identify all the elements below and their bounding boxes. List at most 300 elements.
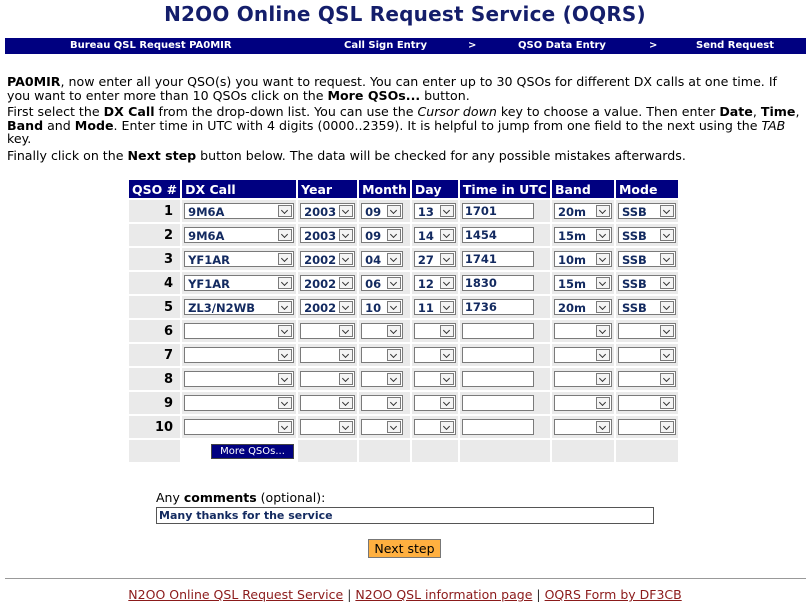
month-value: 10 [365,301,382,315]
band-select[interactable] [554,371,612,387]
dx-call-select[interactable] [184,395,294,411]
instructions-text: . Enter time in UTC with 4 digits (0000..2359). It is helpful to jump from one field to the next using the [113,117,762,133]
qso-number: 4 [129,272,180,294]
qso-cell [359,200,410,222]
qso-cell [298,416,357,438]
instructions-text: Band [7,117,44,133]
qso-cell [359,296,410,318]
dx-call-select[interactable] [184,275,294,291]
chevron-down-icon[interactable] [440,253,454,265]
more-row-cell [552,440,614,462]
instructions [7,75,804,165]
row-spacer [680,344,681,366]
day-select[interactable] [414,395,456,411]
instructions-text: PA0MIR [7,74,61,89]
mode-value: SSB [621,253,647,267]
qso-cell [460,320,550,342]
chevron-down-icon[interactable] [596,229,610,241]
year-select[interactable] [300,251,355,267]
year-select[interactable] [300,299,355,315]
chevron-down-icon[interactable] [339,397,353,409]
chevron-down-icon[interactable] [278,421,292,433]
year-select[interactable] [300,323,355,339]
qso-cell [412,200,458,222]
qso-cell [552,344,614,366]
qso-cell [460,392,550,414]
chevron-down-icon[interactable] [387,253,401,265]
year-select[interactable] [300,419,355,435]
mode-select[interactable] [618,275,676,291]
band-select[interactable] [554,275,612,291]
dx-call-value: YF1AR [188,253,231,267]
chevron-down-icon[interactable] [278,205,292,217]
month-select[interactable] [361,275,403,291]
month-select[interactable] [361,395,403,411]
qso-cell [412,320,458,342]
qso-cell [182,200,296,222]
chevron-down-icon[interactable] [440,205,454,217]
qso-cell [182,416,296,438]
qso-cell [412,344,458,366]
instructions-text: key to choose a value. Then enter [496,104,720,119]
qso-row [129,248,681,270]
band-select[interactable] [554,251,612,267]
chevron-down-icon[interactable] [660,301,674,313]
dx-call-select[interactable] [184,323,294,339]
qso-cell [298,344,357,366]
qso-row [129,272,681,294]
band-value: 20m [557,301,586,315]
day-select[interactable] [414,347,456,363]
qso-cell [298,200,357,222]
qso-cell [182,224,296,246]
day-select[interactable] [414,227,456,243]
day-select[interactable] [414,203,456,219]
row-spacer [680,392,681,414]
chevron-down-icon[interactable] [278,301,292,313]
chevron-down-icon[interactable] [440,229,454,241]
row-spacer [680,320,681,342]
column-header-qso-number: QSO # [129,180,180,198]
row-spacer [680,200,681,222]
chevron-down-icon[interactable] [596,277,610,289]
day-select[interactable] [414,251,456,267]
month-select[interactable] [361,419,403,435]
chevron-down-icon[interactable] [440,349,454,361]
year-value: 2003 [304,229,337,243]
chevron-down-icon[interactable] [387,229,401,241]
year-select[interactable] [300,347,355,363]
chevron-down-icon[interactable] [660,277,674,289]
day-value: 27 [417,253,434,267]
chevron-down-icon[interactable] [339,205,353,217]
nav-step-qso-data-entry: QSO Data Entry [518,40,606,51]
chevron-down-icon[interactable] [596,397,610,409]
dx-call-value: 9M6A [188,229,225,243]
footer-separator: | [536,587,541,602]
qso-cell [182,344,296,366]
dx-call-value: ZL3/N2WB [188,301,256,315]
qso-row [129,344,681,366]
qso-cell [412,296,458,318]
chevron-down-icon[interactable] [278,253,292,265]
chevron-down-icon[interactable] [440,421,454,433]
chevron-down-icon[interactable] [660,205,674,217]
dx-call-select[interactable] [184,347,294,363]
dx-call-select[interactable] [184,227,294,243]
footer-link-oqrs[interactable]: N2OO Online QSL Request Service [128,587,344,602]
qso-row [129,416,681,438]
qso-cell [616,200,678,222]
comments-label [156,490,325,505]
mode-select[interactable] [618,251,676,267]
time-input[interactable] [462,203,534,219]
chevron-down-icon[interactable] [596,421,610,433]
time-input[interactable] [462,299,534,315]
comments-label-suffix: (optional): [256,490,326,505]
chevron-down-icon[interactable] [440,373,454,385]
chevron-down-icon[interactable] [387,205,401,217]
instructions-text: First select the [7,104,104,119]
qso-cell [182,392,296,414]
mode-select[interactable] [618,323,676,339]
chevron-down-icon[interactable] [596,253,610,265]
qso-cell [359,224,410,246]
qso-cell [552,392,614,414]
qso-number: 3 [129,248,180,270]
year-select[interactable] [300,227,355,243]
qso-cell [460,416,550,438]
qso-row [129,320,681,342]
day-value: 14 [417,229,434,243]
month-value: 04 [365,253,382,267]
mode-select[interactable] [618,371,676,387]
row-spacer [680,440,681,462]
chevron-down-icon[interactable] [596,325,610,337]
qso-cell [552,296,614,318]
header-spacer [680,180,681,198]
instructions-text: button below. The data will be checked for any possible mistakes afterwards. [196,147,686,163]
chevron-down-icon[interactable] [339,253,353,265]
dx-call-select[interactable] [184,371,294,387]
qso-cell [412,416,458,438]
qso-row [129,392,681,414]
qso-cell [359,344,410,366]
day-select[interactable] [414,371,456,387]
time-input[interactable] [462,371,534,387]
more-row-cell [359,440,410,462]
instructions-paragraph-1 [7,75,804,102]
comments-label-bold: comments [183,490,257,505]
comments-label-prefix: Any [156,490,184,505]
nav-request-type: Bureau QSL Request PA0MIR [70,40,232,51]
time-input[interactable] [462,275,534,291]
chevron-down-icon[interactable] [660,349,674,361]
chevron-down-icon[interactable] [596,349,610,361]
chevron-down-icon[interactable] [440,325,454,337]
qso-cell [460,296,550,318]
qso-number: 7 [129,344,180,366]
instructions-text: , now enter all your QSO(s) you want to request. You can enter up to 30 QSOs for different DX calls at one time. If you want to enter more than 10 QSOs click on the [7,74,777,103]
qso-cell [412,392,458,414]
qso-cell [359,368,410,390]
qso-cell [298,248,357,270]
chevron-down-icon[interactable] [440,301,454,313]
chevron-down-icon[interactable] [596,301,610,313]
qso-cell [552,248,614,270]
chevron-down-icon[interactable] [339,349,353,361]
chevron-down-icon[interactable] [387,325,401,337]
mode-value: SSB [621,277,647,291]
chevron-down-icon[interactable] [660,325,674,337]
day-value: 12 [417,277,434,291]
day-select[interactable] [414,323,456,339]
band-select[interactable] [554,323,612,339]
qso-cell [412,224,458,246]
qso-table-header [129,180,681,198]
month-select[interactable] [361,227,403,243]
chevron-down-icon[interactable] [440,277,454,289]
footer-link-df3cb[interactable]: OQRS Form by DF3CB [544,587,682,602]
month-select[interactable] [361,371,403,387]
qso-cell [552,320,614,342]
qso-cell [460,272,550,294]
instructions-text: key. [7,131,32,146]
instructions-text: Date [719,104,753,119]
mode-value: SSB [621,229,647,243]
time-value: 1830 [464,276,497,290]
band-value: 15m [557,229,586,243]
qso-cell [298,224,357,246]
band-select[interactable] [554,227,612,243]
next-step-button[interactable]: Next step [368,539,441,558]
year-select[interactable] [300,395,355,411]
chevron-down-icon[interactable] [278,229,292,241]
qso-cell [552,200,614,222]
mode-select[interactable] [618,395,676,411]
qso-number: 6 [129,320,180,342]
column-header-band: Band [552,180,614,198]
qso-row [129,224,681,246]
instructions-paragraph-2 [7,105,804,146]
column-header-day: Day [412,180,458,198]
instructions-text: , [795,104,800,119]
year-select[interactable] [300,275,355,291]
row-spacer [680,416,681,438]
qso-cell [182,296,296,318]
qso-number: 8 [129,368,180,390]
instructions-text: button. [420,87,470,103]
qso-cell [460,224,550,246]
qso-cell [412,368,458,390]
qso-cell [412,248,458,270]
nav-separator: > [468,40,477,51]
row-spacer [680,368,681,390]
chevron-down-icon[interactable] [339,229,353,241]
qso-table [127,178,683,464]
more-row-cell [616,440,678,462]
qso-cell [460,248,550,270]
band-select[interactable] [554,395,612,411]
row-spacer [680,248,681,270]
dx-call-select[interactable] [184,299,294,315]
comments-input[interactable]: Many thanks for the service [156,507,654,524]
instructions-text: Next step [127,147,197,163]
chevron-down-icon[interactable] [660,253,674,265]
row-spacer [680,224,681,246]
more-row-cell [298,440,357,462]
qso-cell [460,200,550,222]
dx-call-value: 9M6A [188,205,225,219]
qso-cell [616,248,678,270]
chevron-down-icon[interactable] [278,325,292,337]
nav-separator: > [649,40,658,51]
mode-select[interactable] [618,347,676,363]
time-value: 1741 [464,252,497,266]
band-value: 10m [557,253,586,267]
chevron-down-icon[interactable] [660,421,674,433]
mode-select[interactable] [618,227,676,243]
band-select[interactable] [554,419,612,435]
chevron-down-icon[interactable] [660,397,674,409]
qso-cell [616,320,678,342]
chevron-down-icon[interactable] [387,277,401,289]
footer-separator: | [347,587,352,602]
dx-call-select[interactable] [184,203,294,219]
time-input[interactable] [462,323,534,339]
qso-cell [298,392,357,414]
day-select[interactable] [414,299,456,315]
chevron-down-icon[interactable] [339,421,353,433]
chevron-down-icon[interactable] [278,373,292,385]
band-value: 15m [557,277,586,291]
time-input[interactable] [462,395,534,411]
more-row-cell [460,440,550,462]
month-select[interactable] [361,251,403,267]
qso-cell [616,272,678,294]
year-value: 2002 [304,301,337,315]
chevron-down-icon[interactable] [387,421,401,433]
qso-cell [298,320,357,342]
chevron-down-icon[interactable] [387,373,401,385]
qso-cell [359,320,410,342]
qso-cell [616,416,678,438]
month-select[interactable] [361,203,403,219]
band-select[interactable] [554,347,612,363]
instructions-text: TAB [761,117,786,133]
chevron-down-icon[interactable] [278,277,292,289]
month-select[interactable] [361,347,403,363]
day-select[interactable] [414,275,456,291]
qso-number: 1 [129,200,180,222]
more-row-cell [412,440,458,462]
qso-cell [359,416,410,438]
dx-call-select[interactable] [184,251,294,267]
month-value: 09 [365,205,382,219]
chevron-down-icon[interactable] [278,397,292,409]
time-input[interactable] [462,347,534,363]
time-input[interactable] [462,251,534,267]
month-select[interactable] [361,299,403,315]
column-header-mode: Mode [616,180,678,198]
chevron-down-icon[interactable] [339,373,353,385]
year-value: 2003 [304,205,337,219]
qso-cell [616,392,678,414]
time-value: 1454 [464,228,497,242]
chevron-down-icon[interactable] [339,301,353,313]
chevron-down-icon[interactable] [387,349,401,361]
year-select[interactable] [300,203,355,219]
qso-number: 5 [129,296,180,318]
page-title: N2OO Online QSL Request Service (OQRS) [164,2,646,26]
chevron-down-icon[interactable] [339,277,353,289]
chevron-down-icon[interactable] [660,229,674,241]
year-value: 2002 [304,253,337,267]
month-select[interactable] [361,323,403,339]
dx-call-select[interactable] [184,419,294,435]
mode-select[interactable] [618,299,676,315]
progress-nav-bar [5,38,806,54]
chevron-down-icon[interactable] [596,205,610,217]
chevron-down-icon[interactable] [387,301,401,313]
mode-value: SSB [621,205,647,219]
nav-step-call-sign-entry: Call Sign Entry [344,40,427,51]
instructions-text: Time [760,104,796,119]
qso-cell [460,344,550,366]
qso-cell [616,224,678,246]
time-value: 1736 [464,300,497,314]
qso-number: 2 [129,224,180,246]
band-select[interactable] [554,299,612,315]
chevron-down-icon[interactable] [387,397,401,409]
qso-cell [552,416,614,438]
instructions-text: More QSOs... [327,87,421,103]
more-qsos-button[interactable]: More QSOs... [211,444,294,459]
footer-divider [5,578,806,579]
qso-cell [182,272,296,294]
footer-link-qsl-info[interactable]: N2OO QSL information page [355,587,533,602]
instructions-text: DX Call [103,104,155,119]
qso-cell [460,368,550,390]
qso-row [129,200,681,222]
qso-cell [412,272,458,294]
chevron-down-icon[interactable] [339,325,353,337]
qso-cell [298,272,357,294]
year-value: 2002 [304,277,337,291]
band-select[interactable] [554,203,612,219]
year-select[interactable] [300,371,355,387]
qso-cell [552,368,614,390]
chevron-down-icon[interactable] [660,373,674,385]
qso-cell [359,392,410,414]
qso-cell [359,248,410,270]
time-input[interactable] [462,419,534,435]
qso-number: 10 [129,416,180,438]
chevron-down-icon[interactable] [440,397,454,409]
mode-select[interactable] [618,203,676,219]
chevron-down-icon[interactable] [278,349,292,361]
dx-call-value: YF1AR [188,277,231,291]
qso-cell [298,296,357,318]
qso-cell [616,296,678,318]
chevron-down-icon[interactable] [596,373,610,385]
mode-select[interactable] [618,419,676,435]
instructions-text: from the drop-down list. You can use the [154,104,418,119]
day-select[interactable] [414,419,456,435]
time-value: 1701 [464,204,497,218]
time-input[interactable] [462,227,534,243]
column-header-year: Year [298,180,357,198]
